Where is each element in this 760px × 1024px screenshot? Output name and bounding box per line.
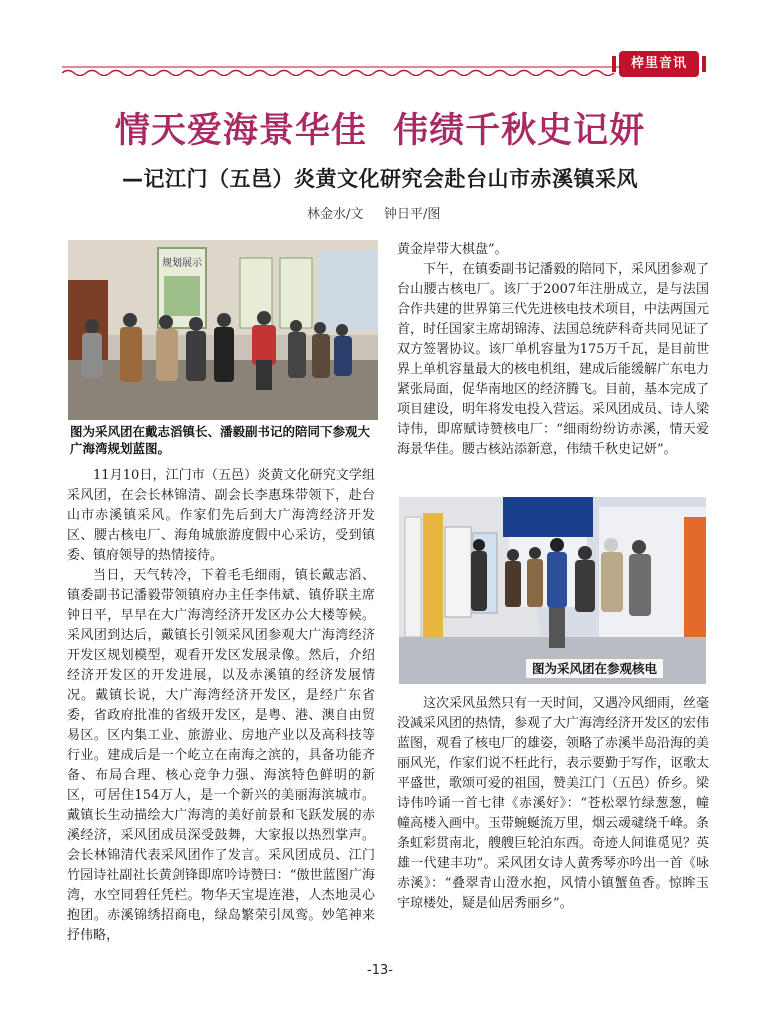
left-column xyxy=(67,466,375,946)
paragraph: 下午，在镇委副书记潘毅的陪同下，采风团参观了台山腰古核电厂。该厂于2007年注册成立，是与法国合作共建的世界第三代先进核电技术项目，中法两国元首，时任国家主席胡锦涛、法国总统萨科奇共同见证了双方签署协议。该厂单机容量为175万千瓦，是目前世界上单机容量最大的核电机组，建成后能缓解广东电力紧张局面，促华南地区的经济腾飞。目前，基本完成了项目建设，明年将发电投入营运。采风团成员、诗人梁诗伟，即席赋诗赞核电厂：“细雨纷纷访赤溪，情天爱海景华佳。腰古核站添新意，伟绩千秋史记妍”。 xyxy=(397,262,710,457)
photo-planning-exhibition xyxy=(68,240,378,420)
page-number: -13- xyxy=(367,963,393,978)
article-subtitle: —记江门（五邑）炎黄文化研究会赴台山市赤溪镇采风 xyxy=(122,167,638,191)
paragraph: 黄金岸带大棋盘”。 xyxy=(397,242,508,257)
paragraph: 11月10日，江门市（五邑）炎黄文化研究文学组采风团，在会长林锦清、副会长李惠珠带领下，赴台山市赤溪镇采风。作家们先后到大广海湾经济开发区、腰古核电厂、海角城旅游度假中心采访，受到镇委、镇府领导的热情接待。 xyxy=(67,468,375,563)
photo1-caption: 图为采风团在戴志滔镇长、潘毅副书记的陪同下参观大广海湾规划蓝图。 xyxy=(70,424,371,456)
section-badge: 梓里音讯 xyxy=(619,51,699,77)
paragraph: 当日，天气转冷，下着毛毛细雨，镇长戴志滔、镇委副书记潘毅带领镇府办主任李伟斌、镇侨联主席钟日平，早早在大广海湾经济开发区办公大楼等候。采风团到达后，戴镇长引领采风团参观大广海湾经济开发区规划模型，观看开发区发展录像。然后，介绍经济开发区的开发进展，以及赤溪镇的经济发展情况。戴镇长说，大广海湾经济开发区，是经广东省委，省政府批准的省级开发区，是粤、港、澳自由贸易区。区内集工业、旅游业、房地产业以及高科技等行业。建成后是一个屹立在南海之滨的，具备功能齐备、布局合理、核心竞争力强、海滨特色鲜明的新区，可居住154万人，是一个新兴的美丽海滨城市。戴镇长生动描绘大广海湾的美好前景和飞跃发展的赤溪经济，采风团成员深受鼓舞，大家报以热烈掌声。会长林锦清代表采风团作了发言。采风团成员、江门竹园诗社副社长黄剑锋即席吟诗赞曰：“傲世蓝图广海湾，水空同碧任凭栏。物华天宝堤连港，人杰地灵心抱团。赤溪锦绣招商电，绿岛繁荣引凤鸾。妙笔神来抒伟略， xyxy=(67,568,375,943)
photo-nuclear-plant-visit xyxy=(399,497,706,684)
right-column-top xyxy=(397,240,709,460)
paragraph: 这次采风虽然只有一天时间，又遇冷风细雨，丝毫没减采风团的热情，参观了大广海湾经济开发区的宏伟蓝图，观看了核电厂的雄姿，领略了赤溪半岛沿海的美丽风光，作家们说不枉此行，表示要勤于写作，讴歌太平盛世，歌颂可爱的祖国，赞美江门（五邑）侨乡。梁诗伟吟诵一首七律《赤溪好》：“苍松翠竹绿葱葱，幢幢高楼入画中。玉带蜿蜒流万里，烟云叆叇绕千峰。条条虹彩贯南北，艘艘巨轮泊东西。奇迹人间谁觅见？英雄一代建丰功”。采风团女诗人黄秀琴亦吟出一首《咏赤溪》：“叠翠青山澄水抱，风情小镇蟹鱼香。惊眸玉宇琼楼处，疑是仙居秀丽乡”。 xyxy=(397,696,710,911)
photo2-caption: 图为采风团在参观核电 xyxy=(526,659,663,678)
right-column-bottom xyxy=(397,694,709,914)
article-byline: 林金水/文 钟日平/图 xyxy=(307,207,441,222)
article-title: 情天爱海景华佳 伟绩千秋史记妍 xyxy=(114,111,646,151)
top-ornamental-rule xyxy=(62,64,620,76)
exhibit-sign-text: 规划展示 xyxy=(162,258,202,269)
